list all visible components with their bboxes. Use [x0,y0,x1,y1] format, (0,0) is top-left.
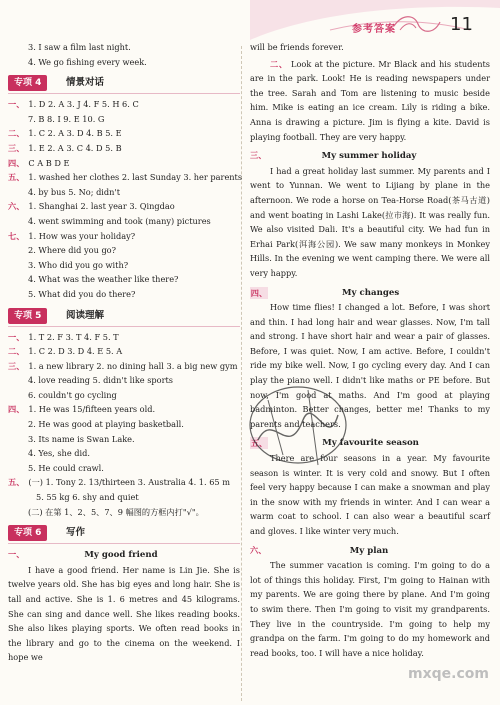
handwritten-stamp-icon [238,370,358,480]
answer-text: 1. D 2. A 3. J 4. F 5. H 6. C [28,99,139,110]
answer-line [8,359,240,374]
answer-line [8,156,240,171]
answer-text: 3. Who did you go with? [28,259,129,270]
answer-line [8,417,240,432]
section-5-answers [8,330,240,520]
essay-title: My plan [349,545,389,556]
essay-title-row [250,285,490,301]
essay-title-row [250,148,490,164]
answer-line [8,505,240,520]
section-header-4 [8,73,240,94]
answer-line [8,170,243,185]
answer-line [8,97,240,112]
section-title: 阅读理解 [66,309,105,321]
answer-text: (二) 在第 1、2、5、7、9 幅图的方框内打"√"。 [28,506,204,517]
swirl-ornament-icon [392,14,442,36]
item-marker: 三、 [8,142,25,153]
answer-text: 5. What did you do there? [28,288,136,299]
answer-line [8,126,240,141]
section-4-answers [8,97,243,301]
answer-line [8,402,240,417]
item-marker: 四、 [8,157,25,168]
essay-paragraph: How time flies! I changed a lot. Before, I was short and thin. I had long hair and wear glasses. Now, I'm tall and strong. I have short hair and wear a pair of glasses. Before, I was quiet. Now, I am active. Before, I couldn't ride my bike well. Now, I go cycling every day. And I can play the piano well. I didn't like maths or PE before. But now, I'm good at maths. And I'm good at playing badminton. Better changes, better me! Thanks to my parents and teachers. [250,302,490,429]
essay-title-row [250,543,490,559]
answer-line: will be friends forever. [250,42,344,52]
essay-title: My favourite season [322,438,419,449]
answer-text: 1. Shanghai 2. last year 3. Qingdao [28,201,175,212]
answer-text: (一) 1. Tony 2. 13/thirteen 3. Australia 4. 1. 65 m [28,477,231,488]
answer-line [8,461,240,476]
answer-text: 1. C 2. A 3. D 4. B 5. E [28,128,122,139]
section-badge: 专项 5 [8,308,47,324]
item-marker: 七、 [8,230,25,241]
essay-paragraph: I had a great holiday last summer. My parents and I went to Yunnan. We went to Lijiang by plane in the afternoon. We rode a horse on Tea-Horse Road(茶马古道) and went boating in Lashi Lake(拉市海). It was really fun. We also visited Dali. It's a beautiful city. We had fun in Erhai Park(洱海公园). We saw many monkeys in Monkey Hills. In the evening we went camping there. We were all very happy. [250,165,490,278]
essay-paragraph-2 [250,57,490,145]
answer-line [8,112,240,127]
answer-line [8,490,240,505]
answer-line [8,214,240,229]
answer-line [8,446,240,461]
answer-line [8,432,240,447]
section-title: 情景对话 [66,77,105,89]
right-column [250,40,490,660]
item-marker: 二、 [8,128,25,139]
item-marker: 五、 [250,438,268,449]
answer-text: 6. couldn't go cycling [28,389,117,400]
page-number: 11 [450,14,473,35]
item-marker: 一、 [8,99,25,110]
essay-title: My good friend [84,550,158,561]
page-header [0,0,500,40]
answer-text: 1. How was your holiday? [28,230,136,241]
header-title: 参考答案 [352,24,396,35]
answer-line [8,272,240,287]
item-marker: 四、 [8,404,25,415]
watermark: mxqe.com [408,666,489,682]
answer-line [8,185,240,200]
answer-text: 1. C 2. D 3. D 4. E 5. A [28,346,123,357]
answer-line [8,344,240,359]
answer-text: 5. 55 kg 6. shy and quiet [36,492,139,503]
answer-line [8,229,240,244]
section-badge: 专项 6 [8,525,47,541]
answer-text: 5. He could crawl. [28,462,104,473]
item-marker: 二、 [270,58,288,69]
answer-line: 3. I saw a film last night. [28,42,131,52]
answer-line [8,330,240,345]
answer-text: 1. He was 15/fifteen years old. [28,404,156,415]
item-marker: 五、 [8,172,25,183]
essay-paragraph: I have a good friend. Her name is Lin Jie. She is twelve years old. She has big eyes and long hair. She is tall and active. She is 1. 6 metres and 45 kilograms. She can sing and dance well. She likes reading books. She also likes playing sports. We often read books in the library and go to the cinema on the weekend. I hope we [8,564,240,663]
answer-text: 1. T 2. F 3. T 4. F 5. T [28,331,119,342]
answer-text: 4. love reading 5. didn't like sports [28,375,174,386]
answer-text: C A B D E [28,157,70,168]
essay-text: Look at the picture. Mr Black and his students are in the park. Look! He is reading newspapers under the tree. Sarah and Tom are listening to music beside him. Mike is eating an ice cream. Lily is riding a bike. Anna is drawing a picture. Jim is flying a kite. David is playing football. They are very happy. [250,58,490,142]
item-marker: 三、 [250,150,267,161]
answer-line [8,373,240,388]
answer-text: 3. Its name is Swan Lake. [28,433,135,444]
answer-text: 4. went swimming and took (many) pictures [28,215,211,226]
item-marker: 四、 [250,287,268,298]
answer-text: 1. E 2. A 3. C 4. D 5. B [28,142,122,153]
answer-text: 4. by bus 5. No; didn't [28,186,120,197]
answer-line [8,258,240,273]
answer-line: 4. We go fishing every week. [28,56,147,67]
answer-text: 4. What was the weather like there? [28,274,179,285]
item-marker: 一、 [8,331,25,342]
essay-paragraph: There are four seasons in a year. My favourite season is winter. It is very cold and snowy. But I often feel very happy because I can make a snowman and play in the snow with my friends in winter. And I can wear a warm coat to school. I can also wear a beautiful scarf and gloves. I like winter very much. [250,453,490,536]
section-header-6 [8,523,240,544]
essay-title-row [8,547,240,563]
answer-line [8,243,240,258]
answer-text: 2. Where did you go? [28,245,117,256]
item-marker: 五、 [8,477,25,488]
left-column [8,40,243,665]
answer-text: 4. Yes, she did. [28,448,90,459]
item-marker: 六、 [8,201,25,212]
answer-text: 7. B 8. I 9. E 10. G [28,113,105,124]
essay-paragraph: The summer vacation is coming. I'm going to do a lot of things this holiday. First, I'm going to Hainan with my parents. We are going there by plane. And I'm going to swim there. Then I'm going to visit my grandparents. They live in the countryside. I'm going to help my grandpa on the farm. I'm going to do my homework and read books, too. I will have a nice holiday. [250,560,490,658]
answer-text: 1. a new library 2. no dining hall 3. a big new gym [28,360,238,371]
answer-line [8,475,240,490]
answer-line [8,388,240,403]
answer-text: 1. washed her clothes 2. last Sunday 3. her parents [28,172,243,183]
item-marker: 六、 [250,544,267,555]
answer-line [8,199,240,214]
essay-title: My summer holiday [321,151,417,162]
item-marker: 二、 [8,346,25,357]
item-marker: 三、 [8,360,25,371]
section-badge: 专项 4 [8,75,47,91]
section-header-5 [8,306,240,327]
answer-line [8,141,240,156]
item-marker: 一、 [8,549,25,560]
essay-title: My changes [342,287,400,298]
section-title: 写作 [66,527,86,539]
answer-line [8,287,240,302]
answer-text: 2. He was good at playing basketball. [28,419,184,430]
